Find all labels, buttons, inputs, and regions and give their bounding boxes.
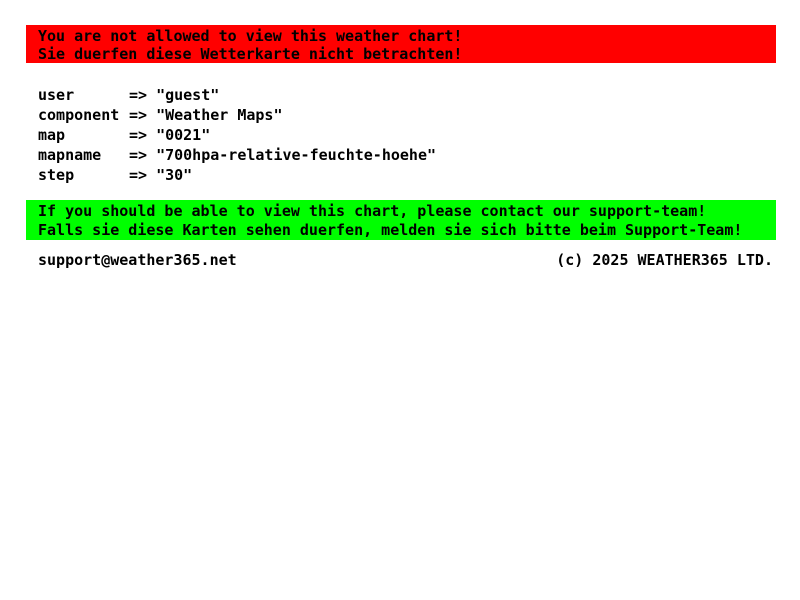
param-row	[38, 105, 800, 125]
param-value: "700hpa-relative-feuchte-hoehe"	[156, 146, 437, 164]
param-key: user	[38, 86, 75, 104]
param-value: "guest"	[156, 86, 220, 104]
support-email: support@weather365.net	[38, 251, 237, 269]
footer	[38, 250, 773, 270]
param-row	[38, 145, 800, 165]
error-message-en: You are not allowed to view this weather chart!	[38, 27, 463, 45]
param-key: map	[38, 126, 66, 144]
error-message-de: Sie duerfen diese Wetterkarte nicht betrachten!	[38, 45, 463, 63]
param-key: mapname	[38, 146, 102, 164]
param-key: step	[38, 166, 75, 184]
param-arrow: =>	[129, 166, 148, 184]
param-arrow: =>	[129, 106, 148, 124]
param-value: "0021"	[156, 126, 211, 144]
copyright-notice: (c) 2025 WEATHER365 LTD.	[556, 251, 773, 269]
request-params	[38, 85, 800, 185]
support-message-de: Falls sie diese Karten sehen duerfen, melden sie sich bitte beim Support-Team!	[38, 221, 743, 239]
param-key: component	[38, 106, 120, 124]
param-value: "30"	[156, 166, 193, 184]
param-arrow: =>	[129, 126, 148, 144]
param-row	[38, 165, 800, 185]
param-arrow: =>	[129, 146, 148, 164]
param-row	[38, 125, 800, 145]
param-value: "Weather Maps"	[156, 106, 283, 124]
param-row	[38, 85, 800, 105]
support-message-en: If you should be able to view this chart, please contact our support-team!	[38, 202, 707, 220]
param-arrow: =>	[129, 86, 148, 104]
support-banner	[26, 200, 776, 240]
error-banner	[26, 25, 776, 63]
